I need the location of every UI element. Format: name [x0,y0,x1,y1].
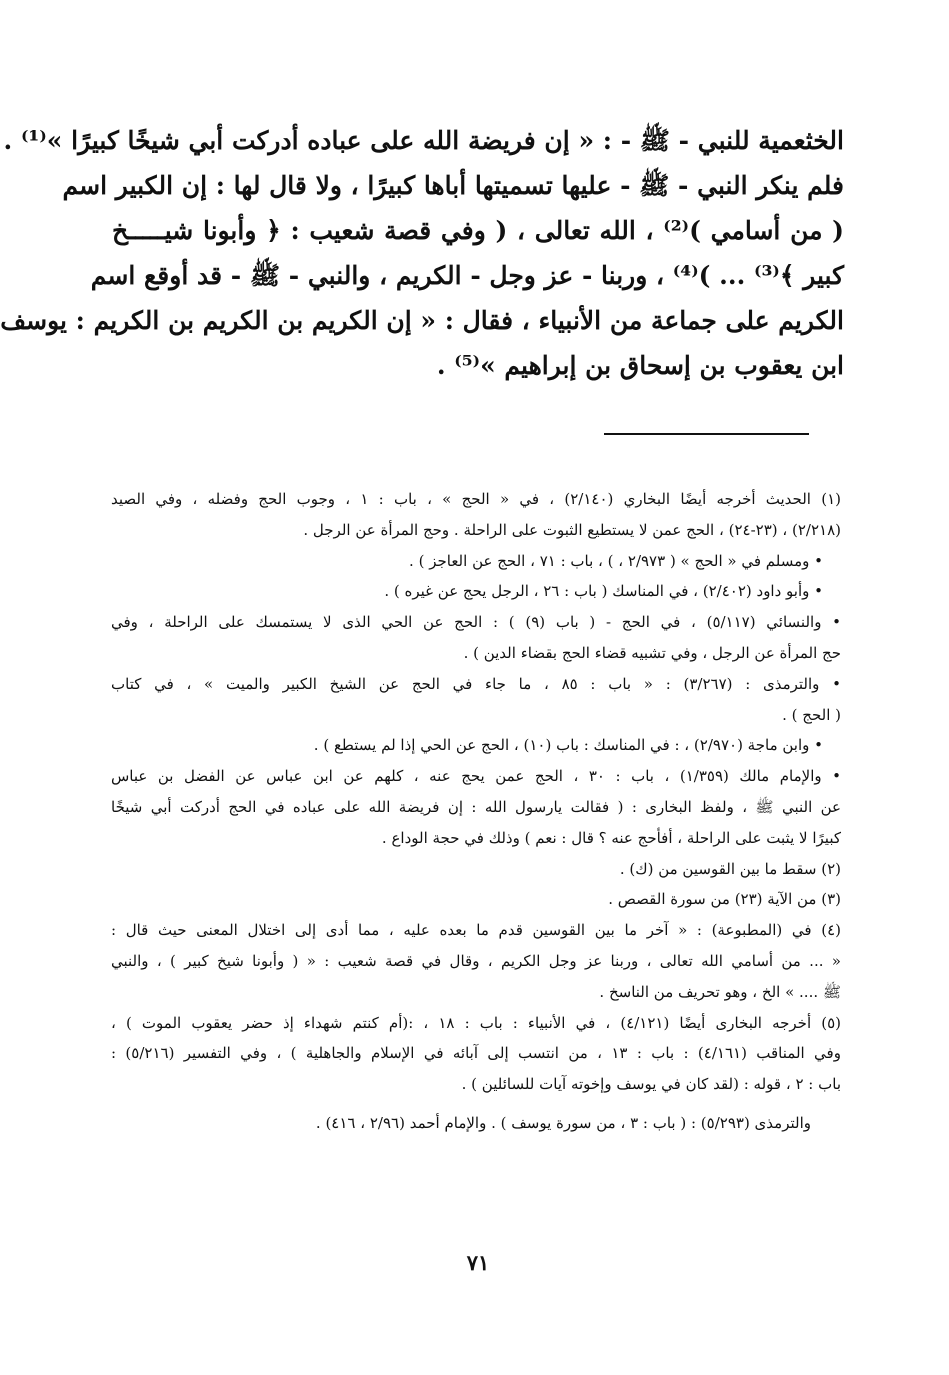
main-text-line: الكريم على جماعة من الأنبياء ، فقال : « إن الكريم بن الكريم بن الكريم : يوسف [0,306,844,335]
footnote-line: ﷺ .... » الخ ، وهو تحريف من الناسخ . [599,982,841,1001]
footnote-line: (٢/٢١٨) ، (٢٣-٢٤) ، الحج عمن لا يستطيع الثبوت على الراحلة . وحج المرأة عن الرجل . [303,520,841,539]
footnote-line: (١) الحديث أخرجه أيضًا البخاري (٢/١٤٠) ، في « الحج » ، باب : ١ ، وجوب الحج وفضله ، وفي الصيد [111,490,841,508]
footnote-line: والترمذى (٥/٢٩٣) : ( باب : ٣ ، من سورة يوسف ) . والإمام أحمد (٢/٩٦ ، ٤١٦) . [315,1113,811,1132]
footnote-line: « ... من أسامي الله تعالى ، وربنا عز وجل الكريم ، وقال في قصة شعيب : « ( وأبونا شيخ كبير ) ، والنبي [111,951,841,970]
footnote-line: • وابن ماجة (٢/٩٧٠) ، : في المناسك : باب (١٠) ، الحج عن الحي إذا لم يستطع ) . [313,736,823,755]
main-text-line: كبير ﴾⁽³⁾ ... )⁽⁴⁾ ، وربنا - عز وجل - الكريم ، والنبي - ﷺ - قد أوقع اسم [90,261,844,290]
footnote-line: • ومسلم في « الحج » ( ٢/٩٧٣ ، ) ، باب : ٧١ ، الحج عن العاجز ) . [409,551,823,570]
footnote-line: (٤) في (المطبوعة) : « آخر ما بين القوسين قدم ما بعده عليه ، مما أدى إلى اختلال المعنى حيث قال : [111,921,841,940]
footnote-line: • والنسائي (٥/١١٧) ، في الحج - ( باب (٩) ) : الحج عن الحي الذى لا يستمسك على الراحلة ، وفي [111,613,842,632]
main-text-line: الخثعمية للنبي - ﷺ - : « إن فريضة الله على عباده أدركت أبي شيخًا كبيرًا »⁽¹⁾ . [3,126,844,155]
main-text [0,118,845,388]
footnote-line: (٥) أخرجه البخارى أيضًا (٤/١٢١) ، في الأنبياء : باب : ١٨ ، :(أم كنتم شهداء إذ حضر يعقوب الموت ) ، [111,1013,842,1032]
footnotes [111,484,841,1139]
footnote-line: حج المرأة عن الرجل ، وفي تشبيه قضاء الحج بقضاء الدين ) . [463,643,841,662]
main-text-line: ابن يعقوب بن إسحاق بن إبراهيم »⁽⁵⁾ . [436,351,844,380]
footnote-line: (٣) من الآية (٢٣) من سورة القصص . [608,890,841,909]
footnote-line: عن النبي ﷺ ، ولفظ البخارى : ( فقالت يارسول الله : إن فريضة الله على عباده في الحج أدركت أبي شيخًا [111,797,841,816]
page-number: ٧١ [466,1250,490,1275]
footnote-line: (٢) سقط ما بين القوسين من (ك) . [619,859,841,878]
footnote-line: باب : ٢ ، قوله : (لقد كان في يوسف وإخوته آيات للسائلين ) . [461,1075,841,1094]
footnote-divider [604,433,809,435]
footnote-line: وفي المناقب (٤/١٦١) : باب : ١٣ ، من انتسب إلى آبائه في الإسلام والجاهلية ) ، وفي التفسير (٥/٢١٦) : [111,1044,841,1063]
footnote-line: كبيرًا لا يثبت على الراحلة ، أفأحج عنه ؟ قال : نعم ) وذلك في حجة الوداع . [381,828,841,847]
footnote-line: • والترمذى : (٣/٢٦٧) : « باب : ٨٥ ، ما جاء في الحج عن الشيخ الكبير والميت » ، في كتاب [111,674,841,693]
footnote-line: ( الحج ) . [782,705,841,724]
footnote-line: • وأبو داود (٢/٤٠٢) ، في المناسك ( باب : ٢٦ ، الرجل يحج عن غيره ) . [384,582,823,601]
main-text-line: ( من أسامي )⁽²⁾ ، الله تعالى ، ( وفي قصة شعيب : ﴿ وأبونا شيـــــخ [112,216,845,245]
main-text-line: فلم ينكر النبي - ﷺ - عليها تسميتها أباها كبيرًا ، ولا قال لها : إن الكبير اسم [62,171,844,200]
footnote-line: • والإمام مالك (١/٣٥٩) ، باب : ٣٠ ، الحج عمن يحج عنه ، كلهم عن ابن عباس عن الفضل بن عباس [111,767,841,786]
